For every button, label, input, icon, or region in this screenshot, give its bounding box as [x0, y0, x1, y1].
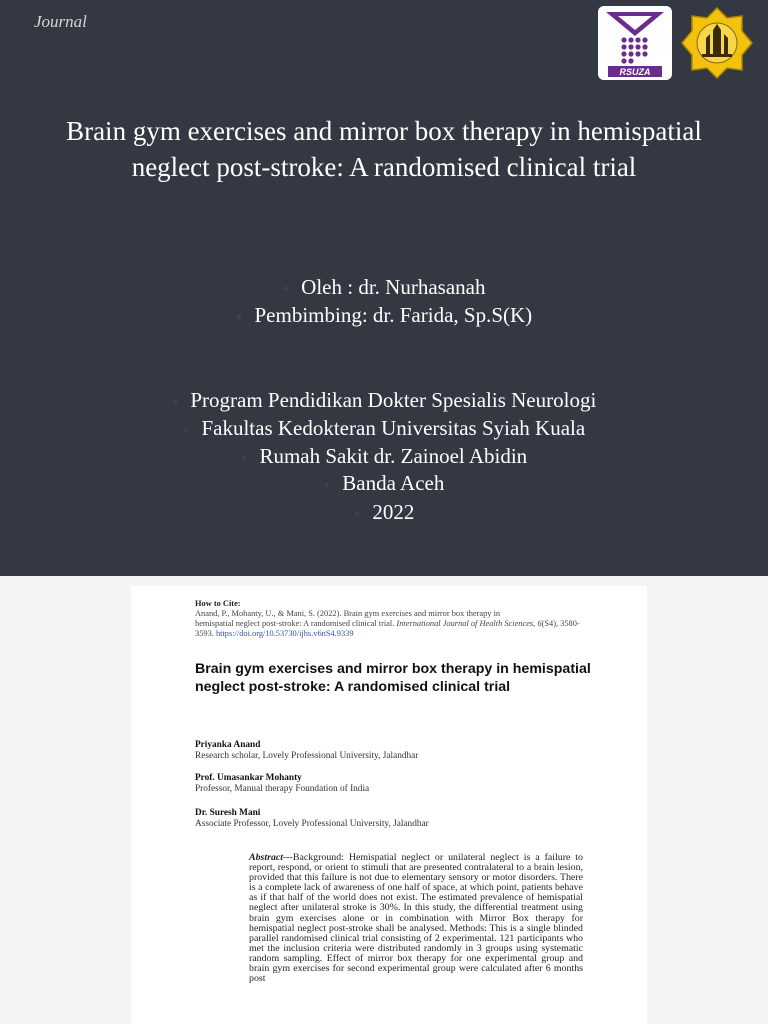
author-name: Dr. Suresh Mani: [195, 808, 261, 818]
logo-group: [598, 6, 754, 80]
institution-line: [0, 498, 768, 528]
author-name: Prof. Umasankar Mohanty: [195, 773, 302, 783]
supervisor-line: [0, 301, 768, 331]
citation-line-3: (S4), 3580-3593.: [195, 619, 580, 638]
rsuza-logo-text: RSUZA: [619, 67, 651, 77]
author-block: [195, 808, 615, 830]
citation-block: [195, 599, 595, 639]
citation-line-1: Anand, P., Mohanty, U., & Mani, S. (2022). Brain gym exercises and mirror box therapy in: [195, 609, 501, 618]
slide-title-line-1: Brain gym exercises and mirror box therapy in hemispatial: [66, 116, 702, 146]
institution-line: [0, 386, 768, 416]
slide-title: [20, 113, 748, 185]
citation-doi-link[interactable]: https://doi.org/10.53730/ijhs.v6nS4.9339: [215, 629, 354, 638]
author-block: [195, 740, 615, 762]
presenter-line: [0, 273, 768, 303]
faculty-text: Fakultas Kedokteran Universitas Syiah Kuala: [201, 416, 586, 440]
citation-heading: How to Cite:: [195, 599, 241, 608]
bullet-icon: ●: [182, 424, 190, 437]
program-text: Program Pendidikan Dokter Spesialis Neurologi: [190, 388, 597, 412]
author-name: Priyanka Anand: [195, 740, 261, 750]
institution-line: [0, 469, 768, 499]
author-affiliation: Associate Professor, Lovely Professional University, Jalandhar: [195, 819, 429, 829]
hospital-text: Rumah Sakit dr. Zainoel Abidin: [259, 444, 528, 468]
bullet-icon: ●: [235, 311, 243, 324]
presenter-text: Oleh : dr. Nurhasanah: [301, 275, 486, 299]
rsuza-logo: [598, 6, 672, 80]
year-text: 2022: [372, 500, 415, 524]
slide-title-line-2: neglect post-stroke: A randomised clinical trial: [131, 152, 637, 182]
abstract-text: Background: Hemispatial neglect or unilateral neglect is a failure to report, respond, or orient to stimuli that are presented contralateral to a brain lesion, provided that this failure is not due to elementary sensory or motor disorders. There is a complete lack of awareness of one half of space, at which point, patients behave as if that half of the world does not exist. The estimated prevalence of hemispatial neglect after unilateral stroke is 30%. In this study, the differential treatment using brain gym exercises alone or in combination with Mirror Box therapy for hemispatial neglect post-stroke shall be analysed. Methods: This is a single blinded parallel randomised clinical trial consisting of 2 experimental. 121 participants who met the inclusion criteria were distributed randomly in 3 groups using systematic random sampling. Effect of mirror box therapy for one experimental group and brain gym exercises for second experimental group were calculated after 6 months post: [249, 852, 583, 985]
city-text: Banda Aceh: [342, 471, 445, 495]
citation-line-2: hemispatial neglect post-stroke: A randomised clinical trial.: [195, 619, 395, 628]
paper-title: Brain gym exercises and mirror box therapy in hemispatial neglect post-stroke: A randomised clinical trial: [195, 661, 591, 695]
abstract: [249, 853, 583, 984]
paper-page-preview: [131, 586, 647, 1024]
citation-journal: International Journal of Health Sciences, 6: [396, 619, 542, 628]
slide-tag: Journal: [34, 12, 87, 31]
university-seal-logo: [680, 6, 754, 80]
institution-line: [0, 442, 768, 472]
bullet-icon: ●: [171, 396, 179, 409]
bullet-icon: ●: [323, 479, 331, 492]
bullet-icon: ●: [240, 452, 248, 465]
supervisor-text: Pembimbing: dr. Farida, Sp.S(K): [254, 303, 533, 327]
author-affiliation: Professor, Manual therapy Foundation of India: [195, 784, 370, 794]
bullet-icon: ●: [282, 283, 290, 296]
bullet-icon: ●: [353, 508, 361, 521]
institution-line: [0, 414, 768, 444]
abstract-heading: Abstract---: [249, 852, 293, 863]
author-block: [195, 773, 615, 795]
author-affiliation: Research scholar, Lovely Professional University, Jalandhar: [195, 751, 419, 761]
